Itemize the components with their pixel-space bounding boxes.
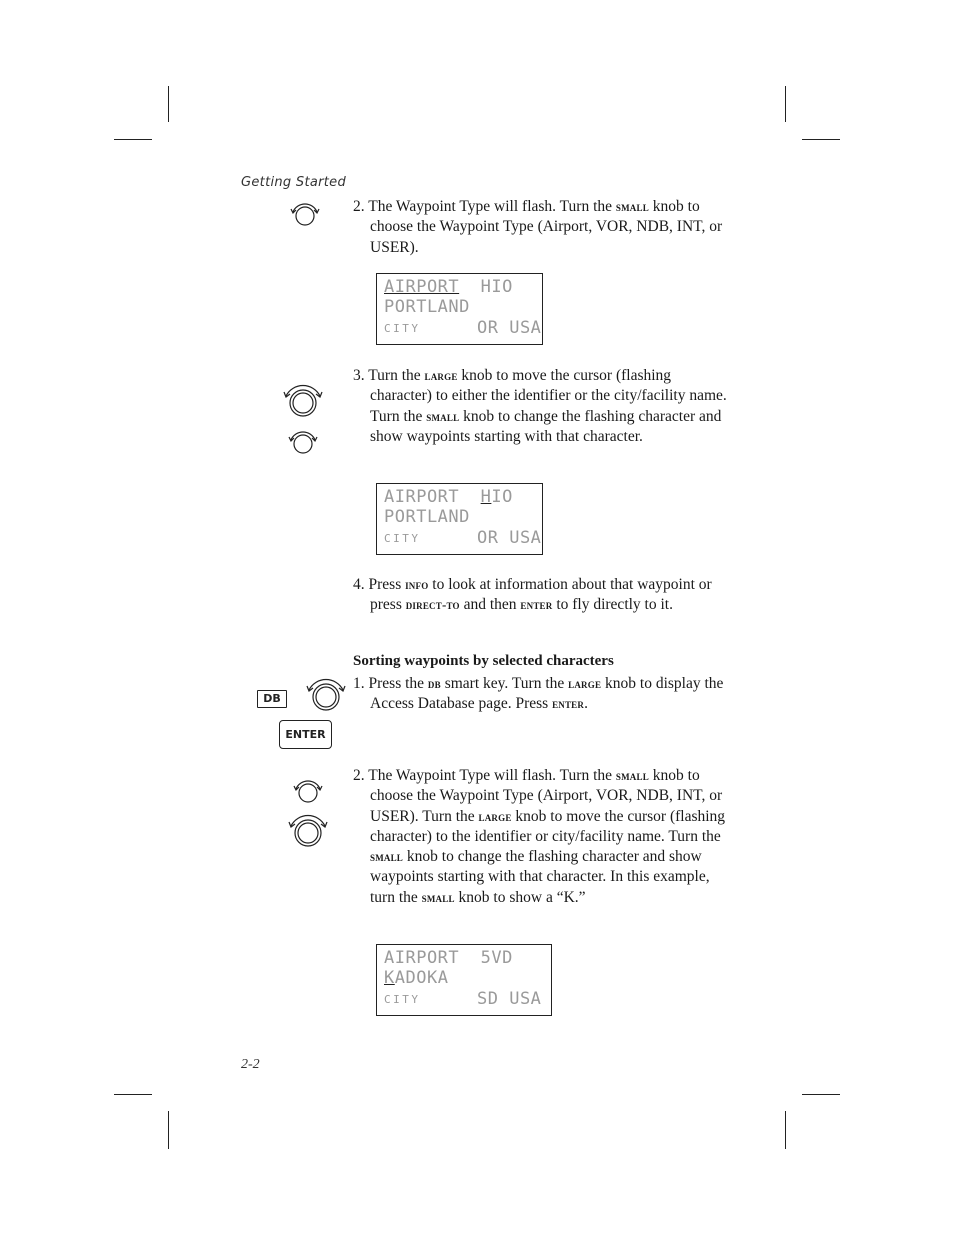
crop-mark [114,139,152,140]
lcd-screen-airport-hio: AIRPORT HIO PORTLAND CITY OR USA [376,273,543,345]
crop-mark [785,1111,786,1149]
section-heading: Sorting waypoints by selected characters [353,653,614,669]
step-sort-characters: 2. The Waypoint Type will flash. Turn the small knob to choose the Waypoint Type (Airport, VOR, NDB, INT, or USER). Turn the large knob to move the cursor (flashing character) to the identifier or city/facility name. Turn the small knob to change the flashing character and show waypoints starting with that character. In this example, turn the small knob to show a “K.” [353,767,726,906]
small-knob-icon [286,428,320,458]
crop-mark [802,1094,840,1095]
step-press-info: 4. Press info to look at information about that waypoint or press direct-to and then enter to fly directly to it. [353,576,712,614]
db-key-label: DB [263,692,281,705]
enter-key-label: ENTER [285,728,326,741]
step-press-db: 1. Press the db smart key. Turn the large knob to display the Access Database page. Press enter. [353,675,724,713]
lcd-screen-cursor-ident: AIRPORT HIO PORTLAND CITY OR USA [376,483,543,555]
crop-mark [785,86,786,122]
large-knob-icon [305,675,347,715]
large-knob-icon [282,382,324,422]
db-key[interactable] [257,690,287,708]
enter-key[interactable] [279,720,332,749]
crop-mark [168,1111,169,1149]
step-move-cursor: 3. Turn the large knob to move the cursor (flashing character) to either the identifier or the city/facility name. Turn the small knob to change the flashing character and show waypoints starting with that character. [353,367,727,445]
small-knob-icon [291,777,325,807]
crop-mark [114,1094,152,1095]
step-waypoint-type: 2. The Waypoint Type will flash. Turn the small knob to choose the Waypoint Type (Airport, VOR, NDB, INT, or USER). [353,198,723,256]
large-knob-icon [287,811,329,851]
small-knob-icon [288,200,322,230]
crop-mark [168,86,169,122]
lcd-screen-kadoka: AIRPORT 5VD KADOKA CITY SD USA [376,944,552,1016]
crop-mark [802,139,840,140]
page-number: 2-2 [241,1057,260,1072]
running-header: Getting Started [241,175,347,190]
